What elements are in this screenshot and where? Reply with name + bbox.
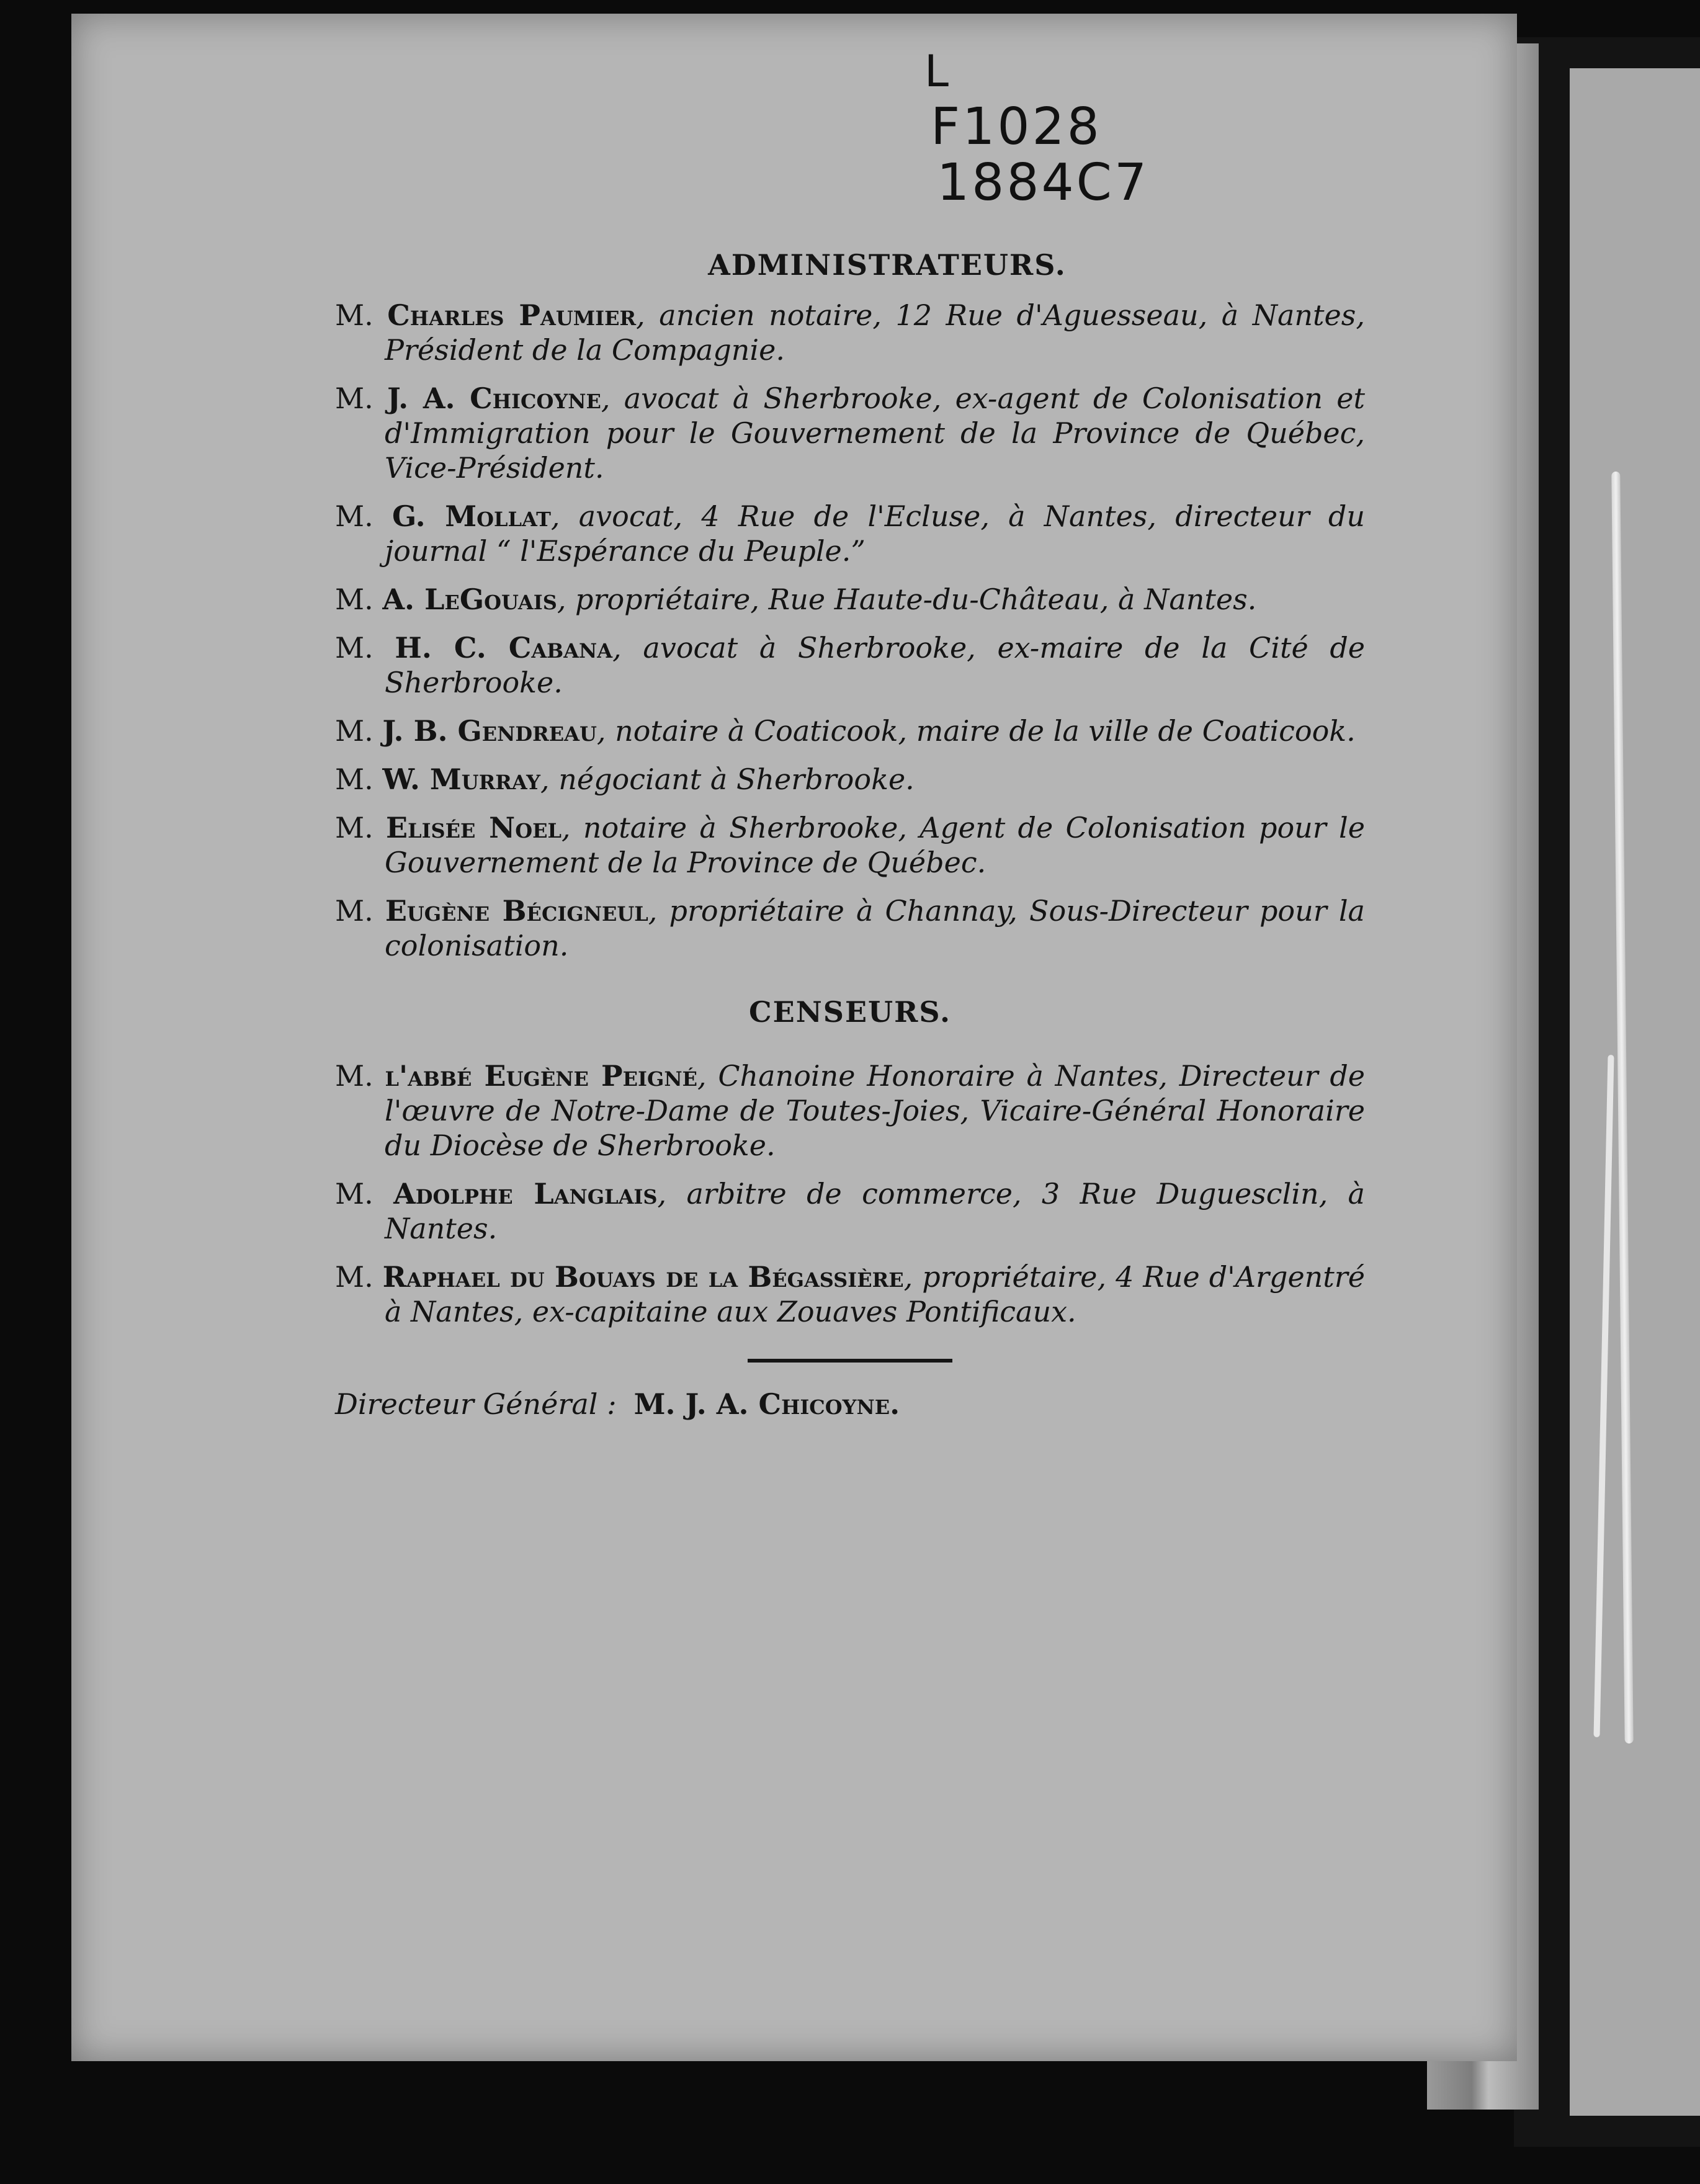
facing-page xyxy=(1570,68,1700,2116)
heading-censeurs: CENSEURS. xyxy=(749,995,951,1029)
list-item: M. W. Murray, négociant à Sherbrooke. xyxy=(335,763,915,796)
heading-administrateurs: ADMINISTRATEURS. xyxy=(708,248,1067,282)
list-item: M. G. Mollat, avocat, 4 Rue de l'Ecluse, à Nantes, directeur du journal “ l'Espérance du Peuple.” xyxy=(335,499,1365,568)
list-item: M. Eugène Bécigneul, propriétaire à Channay, Sous-Directeur pour la colonisation. xyxy=(335,894,1365,962)
list-item: M. Adolphe Langlais, arbitre de commerce, 3 Rue Duguesclin, à Nantes. xyxy=(335,1177,1365,1245)
list-item: M. l'abbé Eugène Peigné, Chanoine Honoraire à Nantes, Directeur de l'œuvre de Notre-Dame de Toutes-Joies, Vicaire-Général Honoraire du Diocèse de Sherbrooke. xyxy=(335,1059,1366,1162)
call-number-line-2: F1028 xyxy=(931,97,1102,156)
director-line xyxy=(335,1387,1365,1421)
call-number-line-3: 1884C7 xyxy=(937,153,1150,212)
list-item: M. J. A. Chicoyne, avocat à Sherbrooke, ex-agent de Colonisation et d'Immigration pour le Gouvernement de la Province de Québec, Vice-Président. xyxy=(335,382,1365,485)
censeurs-list xyxy=(335,1058,1365,1329)
director-label: Directeur Général : xyxy=(335,1387,617,1421)
administrateurs-list xyxy=(335,298,1365,963)
divider-rule xyxy=(748,1359,952,1363)
call-number-line-1: L xyxy=(924,46,951,97)
director-name: M. J. A. Chicoyne. xyxy=(633,1387,900,1421)
list-item: M. Raphael du Bouays de la Bégassière, propriétaire, 4 Rue d'Argentré à Nantes, ex-capitaine aux Zouaves Pontificaux. xyxy=(335,1260,1365,1328)
list-item: M. Elisée Noel, notaire à Sherbrooke, Agent de Colonisation pour le Gouvernement de la Province de Québec. xyxy=(335,811,1365,879)
list-item: M. H. C. Cabana, avocat à Sherbrooke, ex-maire de la Cité de Sherbrooke. xyxy=(335,631,1365,699)
list-item: M. A. LeGouais, propriétaire, Rue Haute-du-Château, à Nantes. xyxy=(335,583,1257,616)
list-item: M. J. B. Gendreau, notaire à Coaticook, maire de la ville de Coaticook. xyxy=(335,714,1356,748)
list-item: M. Charles Paumier, ancien notaire, 12 Rue d'Aguesseau, à Nantes, Président de la Compagnie. xyxy=(335,298,1365,367)
call-number-annotation xyxy=(918,43,1179,212)
document-text xyxy=(335,248,1365,1421)
